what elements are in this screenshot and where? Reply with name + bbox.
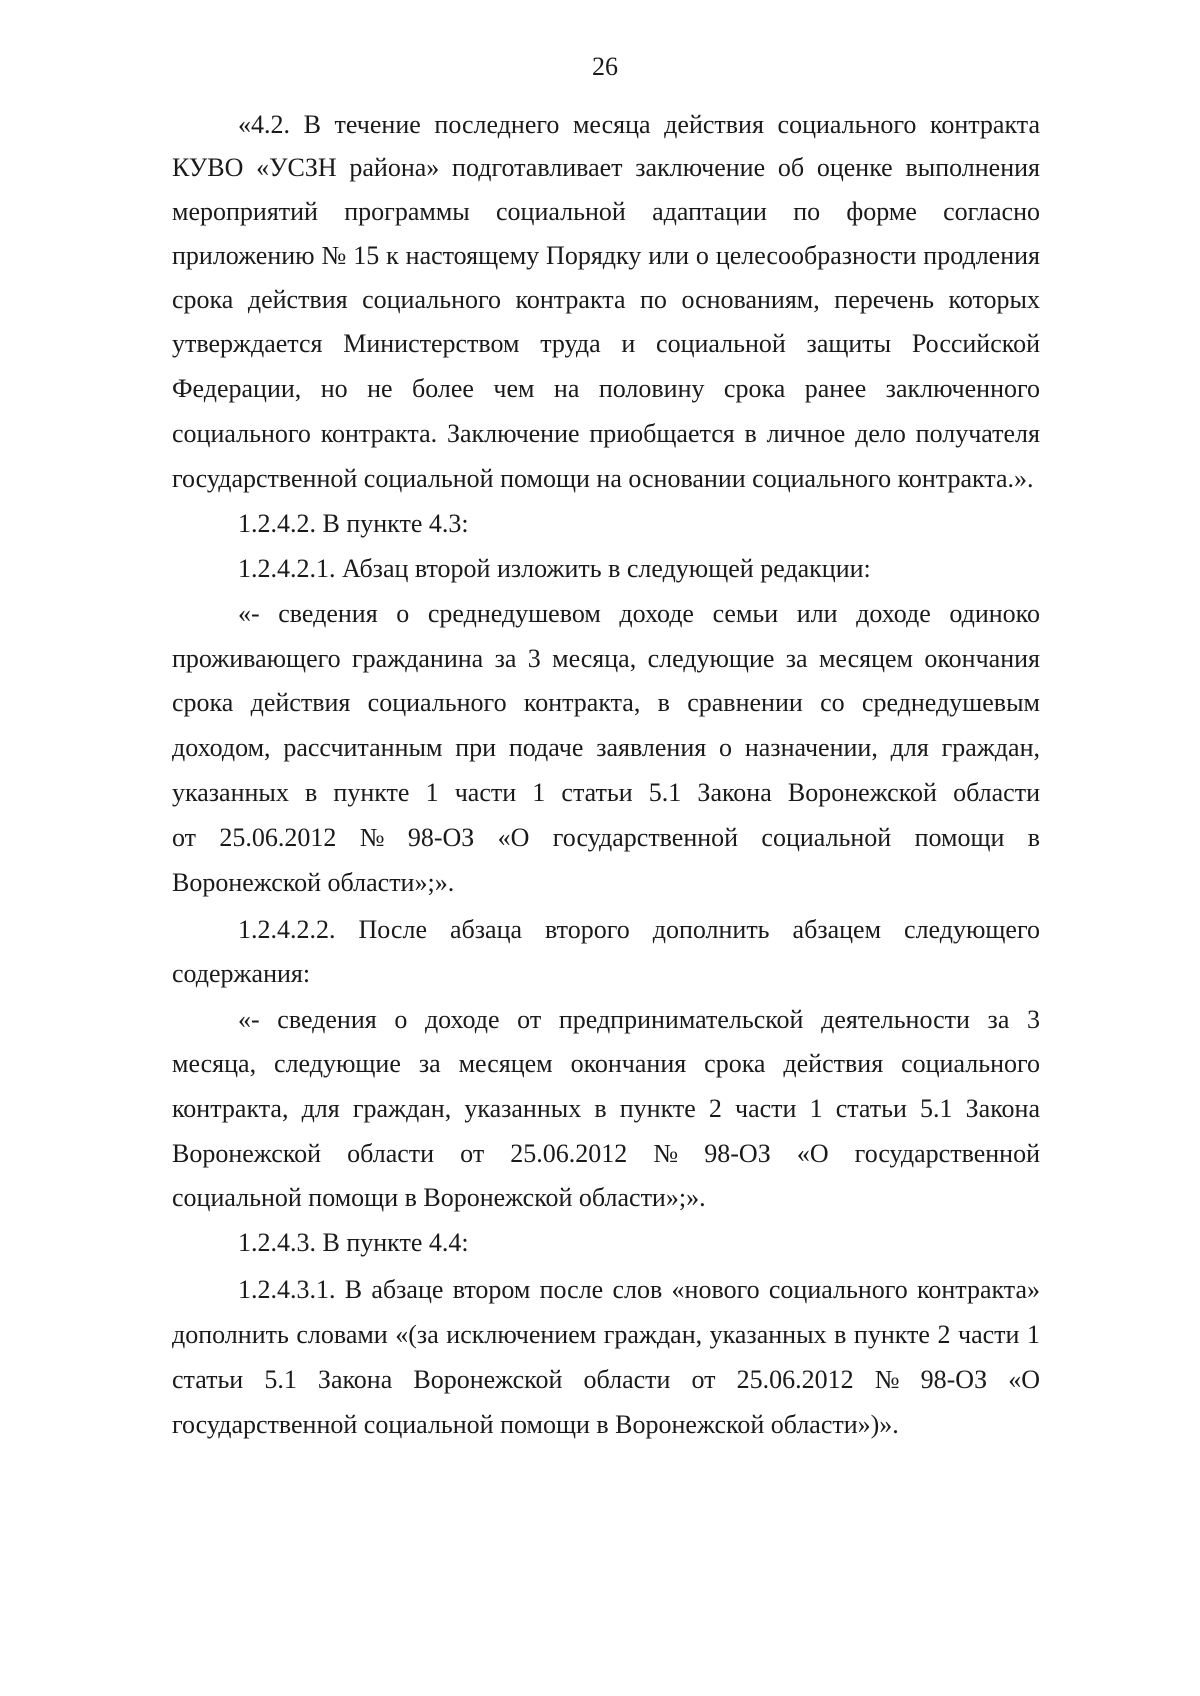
text-line: 1.2.4.3. В пункте 4.4:: [238, 1228, 469, 1257]
text-line: «- сведения о среднедушевом доходе семьи или доходе одиноко: [238, 599, 1040, 628]
text-line: социального контракта. Заключение приобщается в личное дело получателя: [172, 419, 1040, 448]
text-line: статьи 5.1 Закона Воронежской области от 25.06.2012 № 98-ОЗ «О: [172, 1365, 1040, 1394]
text-line: государственной социальной помощи на основании социального контракта.».: [172, 464, 1034, 493]
text-line: месяца, следующие за месяцем окончания срока действия социального: [172, 1049, 1040, 1078]
text-line: срока действия социального контракта по основаниям, перечень которых: [172, 285, 1040, 314]
text-line: 1.2.4.2.2. После абзаца второго дополнить абзацем следующего: [238, 915, 1040, 944]
text-line: утверждается Министерством труда и социальной защиты Российской: [172, 329, 1040, 358]
text-line: содержания:: [172, 959, 311, 988]
text-line: дополнить словами «(за исключением граждан, указанных в пункте 2 части 1: [172, 1320, 1040, 1349]
text-line: Воронежской области от 25.06.2012 № 98-ОЗ «О государственной: [172, 1139, 1040, 1168]
text-line: социальной помощи в Воронежской области»;».: [172, 1183, 706, 1212]
text-line: 1.2.4.2.1. Абзац второй изложить в следующей редакции:: [238, 554, 871, 583]
text-line: мероприятий программы социальной адаптации по форме согласно: [172, 197, 1040, 226]
text-line: Федерации, но не более чем на половину срока ранее заключенного: [172, 374, 1040, 403]
text-line: проживающего гражданина за 3 месяца, следующие за месяцем окончания: [172, 644, 1040, 673]
text-line: 1.2.4.2. В пункте 4.3:: [238, 509, 469, 538]
text-line: 1.2.4.3.1. В абзаце втором после слов «нового социального контракта»: [238, 1275, 1040, 1304]
text-line: от 25.06.2012 № 98-ОЗ «О государственной социальной помощи в: [172, 823, 1040, 852]
text-line: Воронежской области»;».: [172, 868, 455, 897]
text-line: срока действия социального контракта, в сравнении со среднедушевым: [172, 688, 1040, 717]
text-line: приложению № 15 к настоящему Порядку или о целесообразности продления: [172, 241, 1040, 270]
text-line: КУВО «УСЗН района» подготавливает заключение об оценке выполнения: [172, 153, 1040, 182]
text-line: контракта, для граждан, указанных в пункте 2 части 1 статьи 5.1 Закона: [172, 1094, 1040, 1123]
page-number: 26: [592, 52, 618, 81]
text-line: «4.2. В течение последнего месяца действия социального контракта: [238, 110, 1040, 139]
text-line: указанных в пункте 1 части 1 статьи 5.1 Закона Воронежской области: [172, 778, 1040, 807]
text-line: государственной социальной помощи в Воронежской области»)».: [172, 1410, 899, 1439]
text-line: «- сведения о доходе от предпринимательской деятельности за 3: [238, 1005, 1040, 1034]
text-line: доходом, рассчитанным при подаче заявления о назначении, для граждан,: [172, 733, 1040, 762]
